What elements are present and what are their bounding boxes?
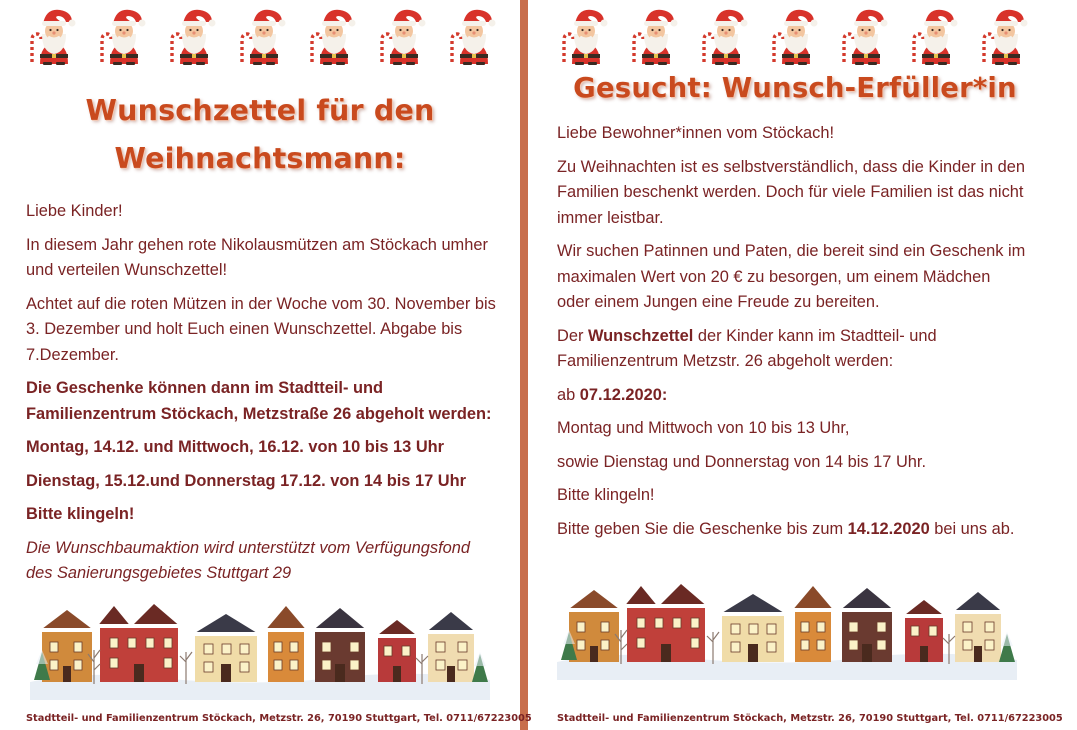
start-date: 07.12.2020: bbox=[579, 385, 668, 404]
santa-claus-icon bbox=[908, 4, 964, 66]
santa-claus-icon bbox=[446, 4, 502, 66]
column-divider bbox=[520, 0, 528, 730]
pickup-location-paragraph bbox=[557, 324, 1027, 375]
snowy-houses-illustration bbox=[30, 600, 490, 700]
start-date-line bbox=[557, 383, 1027, 409]
pickup-location-pre: Der bbox=[557, 326, 588, 345]
santa-row-left bbox=[26, 4, 502, 66]
greeting: Liebe Kinder! bbox=[26, 202, 123, 220]
return-deadline-post: bei uns ab. bbox=[929, 519, 1015, 538]
santa-claus-icon bbox=[698, 4, 754, 66]
santa-claus-icon bbox=[838, 4, 894, 66]
sponsor-note: Die Wunschbaumaktion wird unterstützt vom Verfügungsfond des Sanierungsgebietes Stuttgart 29 bbox=[26, 538, 470, 582]
start-date-pre: ab bbox=[557, 385, 580, 404]
ring-bell-note: Bitte klingeln! bbox=[26, 505, 135, 523]
wish-fulfiller-title: Gesucht: Wunsch-Erfüller*in bbox=[573, 72, 1017, 104]
snowy-houses-illustration bbox=[557, 580, 1017, 680]
santa-claus-icon bbox=[26, 4, 82, 66]
wishlist-title-line2: Weihnachtsmann: bbox=[114, 142, 406, 175]
pickup-paragraph: Die Geschenke können dann im Stadtteil- und Familienzentrum Stöckach, Metzstraße 26 abgeholt werden: bbox=[26, 379, 492, 423]
return-deadline-pre: Bitte geben Sie die Geschenke bis zum bbox=[557, 519, 848, 538]
wish-fulfiller-text bbox=[557, 121, 1027, 542]
wishlist-text bbox=[26, 199, 496, 587]
pickup-times-1: Montag, 14.12. und Mittwoch, 16.12. von 10 bis 13 Uhr bbox=[26, 438, 445, 456]
wishlist-title bbox=[30, 87, 490, 183]
santa-claus-icon bbox=[306, 4, 362, 66]
christmas-paragraph: Zu Weihnachten ist es selbstverständlich, dass die Kinder in den Familien beschenkt werden. Doch für viele Familien ist das nicht immer leistbar. bbox=[557, 157, 1025, 227]
return-deadline-paragraph bbox=[557, 517, 1027, 543]
pickup-location-post: der Kinder kann im Stadtteil- und Familienzentrum Metzstr. 26 abgeholt werden: bbox=[557, 326, 937, 370]
santa-row-right bbox=[558, 4, 1034, 66]
santa-claus-icon bbox=[978, 4, 1034, 66]
opening-hours-2: sowie Dienstag und Donnerstag von 14 bis 17 Uhr. bbox=[557, 452, 927, 471]
santa-claus-icon bbox=[628, 4, 684, 66]
footer-address: Stadtteil- und Familienzentrum Stöckach, Metzstr. 26, 70190 Stuttgart, Tel. 0711/67223005 bbox=[557, 713, 1063, 724]
santa-claus-icon bbox=[376, 4, 432, 66]
santa-claus-icon bbox=[166, 4, 222, 66]
opening-hours-1: Montag und Mittwoch von 10 bis 13 Uhr, bbox=[557, 419, 850, 437]
santa-claus-icon bbox=[236, 4, 292, 66]
footer-address: Stadtteil- und Familienzentrum Stöckach, Metzstr. 26, 70190 Stuttgart, Tel. 0711/67223005 bbox=[26, 713, 532, 724]
return-deadline-date: 14.12.2020 bbox=[847, 519, 930, 538]
santa-claus-icon bbox=[96, 4, 152, 66]
santa-claus-icon bbox=[558, 4, 614, 66]
instructions-paragraph: Achtet auf die roten Mützen in der Woche vom 30. November bis 3. Dezember und holt Euch einen Wunschzettel. Abgabe bis 7.Dezember. bbox=[26, 294, 496, 364]
residents-greeting: Liebe Bewohner*innen vom Stöckach! bbox=[557, 124, 834, 142]
sponsors-paragraph: Wir suchen Patinnen und Paten, die bereit sind ein Geschenk im maximalen Wert von 20 € zu besorgen, um einem Mädchen oder einem Jungen eine Freude zu bereiten. bbox=[557, 242, 1026, 311]
ring-bell-note: Bitte klingeln! bbox=[557, 486, 655, 504]
pickup-times-2: Dienstag, 15.12.und Donnerstag 17.12. von 14 bis 17 Uhr bbox=[26, 471, 466, 490]
wishlist-title-line1: Wunschzettel für den bbox=[85, 94, 435, 127]
intro-paragraph: In diesem Jahr gehen rote Nikolausmützen am Stöckach umher und verteilen Wunschzettel! bbox=[26, 235, 488, 279]
wishlist-emphasis: Wunschzettel bbox=[587, 326, 694, 345]
santa-claus-icon bbox=[768, 4, 824, 66]
